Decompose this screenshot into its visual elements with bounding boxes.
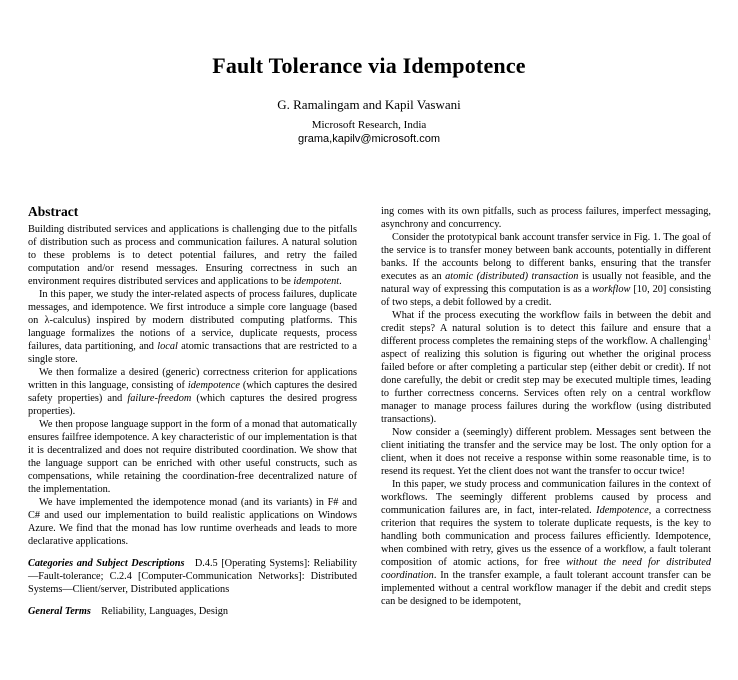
text-run: Consider the prototypical bank account transfer service in Fig. 1. The goal of the service is to transfer money between bank accounts, potentially in different banks. If the accounts belong to different banks, ensuring that the transfer executes as an — [381, 232, 711, 282]
paper-title: Fault Tolerance via Idempotence — [212, 52, 526, 78]
paragraph — [381, 478, 711, 608]
text-run: D.4.5 [Operating Systems]: Reliability—Fault-tolerance; C.2.4 [Computer-Communication Networks]: Distributed Systems—Client/server, Distributed applications — [28, 558, 358, 595]
paragraph — [28, 366, 357, 418]
text-run: Building distributed services and applications is challenging due to the pitfalls of distribution such as process and communication failures. A natural solution to these problems is to detect potential failures, and retry the failed computation and/or resend messages. Ensuring correctness in such an environment requires distributed services and applications to be — [28, 224, 357, 287]
text-run: We have implemented the idempotence monad (and its variants) in F# and C# and used our implementation to build realistic applications on Windows Azure. We find that the monad has low runtime overheads and leads to more declarative applications. — [28, 497, 357, 547]
paragraph — [381, 426, 711, 478]
section-heading-abstract: Abstract — [28, 204, 79, 219]
text-run: . — [339, 276, 342, 287]
text-run: In this paper, we study the inter-related aspects of process failures, duplicate messages, and idempotence. We first introduce a simple core language (based on λ-calculus) inspired by modern distributed computing platforms. This language formalizes the notions of a service, duplicate requests, process failures, data partitioning, and — [28, 289, 357, 352]
paper-affiliation: Microsoft Research, India — [311, 119, 427, 131]
paragraph — [381, 309, 711, 426]
text-run: workflow — [592, 284, 631, 295]
text-run: Categories and Subject Descriptions — [28, 558, 185, 569]
text-run: What if the process executing the workflow fails in between the debit and credit steps? A natural solution is to detect this failure and ensure that a different process completes the remaining steps of the workflow. A challenging — [381, 310, 711, 347]
right-column-paragraphs — [381, 205, 711, 608]
text-run: Now consider a (seemingly) different problem. Messages sent between the client initiating the transfer and the service may be lost. The only option for a client, when it does not receive a response within some reasonable time, is to resend its request. Yet the client does not want the transfer to occur twice! — [381, 427, 711, 477]
text-run: We then propose language support in the form of a monad that automatically ensures failfree idempotence. A key characteristic of our implementation is that it is decentralized and does not require distributed coordination. We show that the language support can be enriched with other useful constructs, such as compensations, while retaining the coordination-free decentralized nature of the implementation. — [28, 419, 357, 495]
paragraph — [28, 557, 357, 596]
left-column — [28, 205, 357, 618]
text-run: Reliability, Languages, Design — [90, 606, 229, 617]
text-run: without the need for distributed coordination — [381, 557, 711, 581]
paragraph — [28, 223, 357, 288]
paragraph — [28, 288, 357, 366]
text-run: idempotence — [187, 380, 240, 391]
text-run: idempotent — [293, 276, 340, 287]
paper-email: grama,kapilv@microsoft.com — [298, 133, 440, 145]
text-run: local — [157, 341, 178, 352]
paragraph — [28, 605, 357, 618]
text-run: [10, 20] consisting of two steps, a debit followed by a credit. — [381, 284, 711, 308]
text-run: failure-freedom — [127, 393, 192, 404]
paragraph — [381, 205, 711, 231]
paragraph — [381, 231, 711, 309]
paragraph — [28, 418, 357, 496]
right-column — [381, 205, 711, 608]
text-run: Idempotence — [596, 505, 649, 516]
text-run: We then formalize a desired (generic) correctness criterion for applications written in this language, consisting of — [28, 367, 357, 391]
text-run: In this paper, we study process and communication failures in the context of workflows. The seemingly different problems caused by process and communication failures are, in fact, inter-related. — [381, 479, 711, 516]
text-run: atomic transactions that are restricted to a single store. — [28, 341, 357, 365]
left-column-paragraphs — [28, 223, 357, 618]
paper-authors: G. Ramalingam and Kapil Vaswani — [277, 97, 461, 112]
text-run: is usually not feasible, and the natural way of expressing this computation is as a — [381, 271, 711, 295]
text-run: . In the transfer example, a fault tolerant account transfer can be implemented without a central workflow manager if the debit and credit steps can be designed to be idempotent, — [381, 570, 711, 607]
text-run: atomic (distributed) transaction — [445, 271, 579, 282]
paragraph — [28, 496, 357, 548]
text-run: aspect of realizing this solution is figuring out whether the original process failed before or after completing a particular step (either debit or credit). If not done carefully, the debit or credit step may be executed multiple times, leading to further correctness concerns. Services often rely on a central workflow manager to manage process failures during the workflow (using distributed transactions). — [381, 349, 711, 425]
footnote-marker: 1 — [707, 333, 711, 342]
text-run: , a correctness criterion that requires the system to tolerate duplicate requests, is the key to handling both communication and process failures efficiently. Idempotence, when combined with retry, gives us the essence of a workflow, a fault tolerant composition of atomic actions, for free — [381, 505, 711, 568]
text-run: (which captures the desired safety properties) and — [28, 380, 358, 404]
text-run: ing comes with its own pitfalls, such as process failures, imperfect messaging, asynchrony and concurrency. — [381, 206, 711, 230]
text-run: (which captures the desired progress properties). — [28, 393, 357, 417]
text-run: General Terms — [28, 606, 91, 617]
